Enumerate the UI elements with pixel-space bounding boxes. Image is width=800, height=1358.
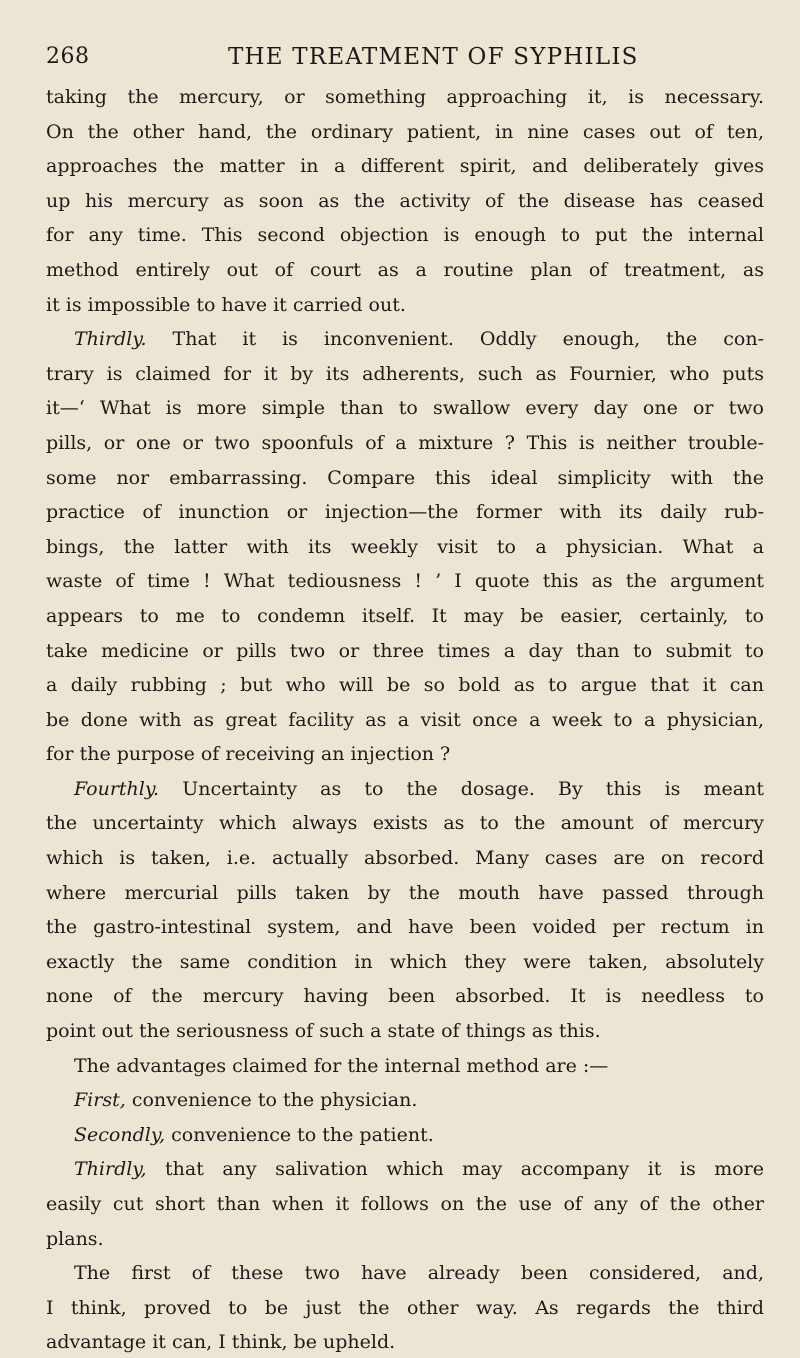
lead-word: Fourthly. xyxy=(74,777,160,800)
lead-word: Thirdly. xyxy=(74,328,147,351)
text-line: Secondly, convenience to the patient. xyxy=(74,1123,434,1146)
lead-word: First, xyxy=(74,1089,126,1112)
text-line: trary is claimed for it by its adherents, such as Fournier, who puts xyxy=(46,362,764,385)
text-line: The first of these two have already been considered, and, xyxy=(74,1262,764,1285)
text-line: a daily rubbing ; but who will be so bold as to argue that it can xyxy=(46,674,764,697)
text-line: Thirdly, that any salivation which may accompany it is more xyxy=(74,1158,764,1181)
text-line: be done with as great facility as a visit once a week to a physician, xyxy=(46,708,764,731)
page-header xyxy=(46,44,754,84)
text-line: for the purpose of receiving an injection ? xyxy=(46,743,451,766)
text-line: appears to me to condemn itself. It may be easier, certainly, to xyxy=(46,604,764,627)
text-line: easily cut short than when it follows on the use of any of the other xyxy=(46,1193,764,1215)
text-line: Fourthly. Uncertainty as to the dosage. By this is meant xyxy=(74,777,764,800)
text-line: none of the mercury having been absorbed. It is needless to xyxy=(46,985,764,1008)
text-line: First, convenience to the physician. xyxy=(74,1089,418,1112)
lead-word: Secondly, xyxy=(74,1123,166,1146)
body-text xyxy=(46,80,764,1358)
text-line: approaches the matter in a different spirit, and deliberately gives xyxy=(46,155,764,178)
text-line: On the other hand, the ordinary patient, in nine cases out of ten, xyxy=(46,120,764,143)
text-line: advantage it can, I think, be upheld. xyxy=(46,1331,396,1354)
text-line: some nor embarrassing. Compare this ideal simplicity with the xyxy=(46,466,764,489)
text-line: taking the mercury, or something approaching it, is necessary. xyxy=(46,86,764,108)
running-title: THE TREATMENT OF SYPHILIS xyxy=(228,44,639,70)
text-line: bings, the latter with its weekly visit to a physician. What a xyxy=(46,535,764,558)
text-line: waste of time ! What tediousness ! ’ I quote this as the argument xyxy=(46,570,764,593)
text-line: The advantages claimed for the internal method are :— xyxy=(74,1054,609,1077)
text-line: pills, or one or two spoonfuls of a mixture ? This is neither trouble- xyxy=(46,431,764,454)
text-line: method entirely out of court as a routine plan of treatment, as xyxy=(46,258,764,281)
text-line: which is taken, i.e. actually absorbed. Many cases are on record xyxy=(46,847,764,870)
text-line: take medicine or pills two or three times a day than to submit to xyxy=(46,639,764,662)
text-line: plans. xyxy=(46,1227,104,1250)
text-line: where mercurial pills taken by the mouth have passed through xyxy=(46,881,764,904)
text-line: Thirdly. That it is inconvenient. Oddly enough, the con- xyxy=(74,328,764,351)
text-line: for any time. This second objection is enough to put the internal xyxy=(46,224,764,247)
text-line: up his mercury as soon as the activity of the disease has ceased xyxy=(46,189,764,212)
text-line: the gastro-intestinal system, and have been voided per rectum in xyxy=(46,916,764,939)
text-line: it is impossible to have it carried out. xyxy=(46,293,406,316)
text-line: exactly the same condition in which they were taken, absolutely xyxy=(46,950,764,973)
text-line: the uncertainty which always exists as to the amount of mercury xyxy=(46,812,764,835)
text-line: point out the seriousness of such a state of things as this. xyxy=(46,1020,601,1043)
text-line: it—‘ What is more simple than to swallow every day one or two xyxy=(46,397,764,420)
page-number: 268 xyxy=(46,44,90,69)
lead-word: Thirdly, xyxy=(74,1158,147,1181)
text-line: practice of inunction or injection—the former with its daily rub- xyxy=(46,501,764,524)
text-line: I think, proved to be just the other way. As regards the third xyxy=(46,1296,764,1319)
